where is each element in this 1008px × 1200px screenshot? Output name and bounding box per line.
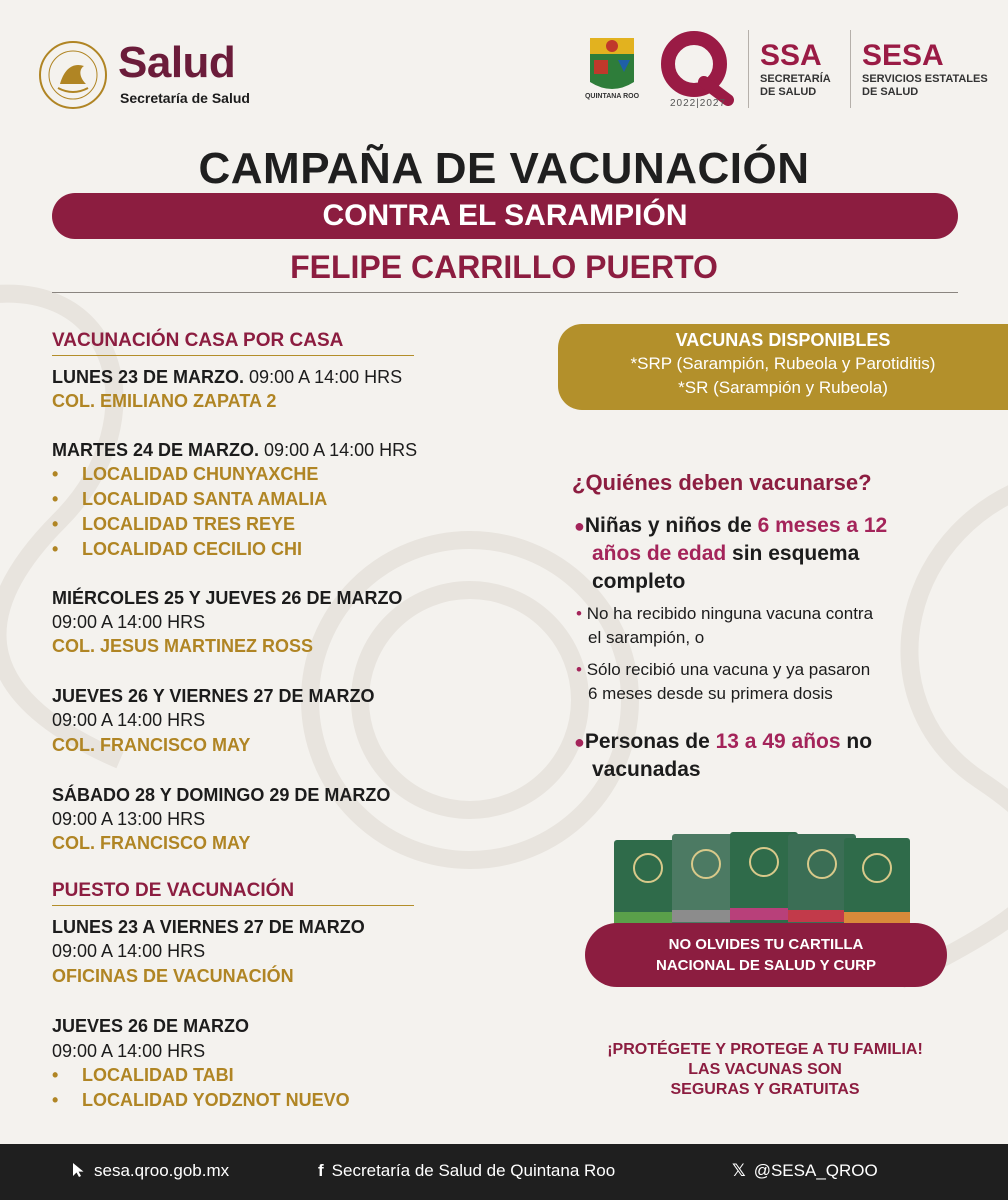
cursor-icon [72,1162,86,1178]
campaign-city: FELIPE CARRILLO PUERTO [290,249,718,285]
campaign-subtitle-bar: CONTRA EL SARAMPIÓN [52,193,958,239]
cartilla-reminder [585,923,947,987]
footer-x-link[interactable] [732,1161,878,1181]
location-name: LOCALIDAD TABI [82,1065,234,1085]
sesa-subtitle [862,73,988,99]
eligibility-text: Niñas y niños de [584,514,758,537]
protege-line: SEGURAS Y GRATUITAS [670,1081,860,1098]
gobierno-period: 2022|2027 [669,98,727,109]
campaign-title: CAMPAÑA DE VACUNACIÓN [198,144,810,193]
eligibility-subtext: 6 meses desde su primera dosis [588,684,833,703]
eligibility-text: Personas de [584,730,716,753]
facebook-icon: f [318,1161,324,1180]
schedule-hours: 09:00 A 14:00 HRS [52,1041,206,1061]
schedule-location: COL. FRANCISCO MAY [52,735,251,755]
footer-bar [0,1144,1008,1200]
bullet-icon: • [52,1090,59,1110]
eligibility-text: vacunadas [592,758,701,781]
bullet-icon: • [52,1065,59,1085]
eligibility-text: completo [592,570,686,593]
schedule-hours: 09:00 A 14:00 HRS [264,440,418,460]
gobierno-q-logo-icon [656,30,736,106]
eligibility-subtext: Sólo recibió una vacuna y ya pasaron [586,660,871,679]
cartilla-card-icon [730,832,798,932]
cartilla-reminder-line: NO OLVIDES TU CARTILLA [668,936,864,953]
sesa-subtitle-line: SERVICIOS ESTATALES [862,73,988,85]
bullet-icon: • [576,604,582,623]
bullet-icon: ● [574,732,585,752]
schedule-location: COL. FRANCISCO MAY [52,833,251,853]
title-divider [52,292,958,293]
protege-line: ¡PROTÉGETE Y PROTEGE A TU FAMILIA! [607,1041,923,1058]
quintana-roo-label: QUINTANA ROO [584,93,640,100]
schedule-hours: 09:00 A 13:00 HRS [52,809,206,829]
ssa-subtitle-line: SECRETARÍA [760,73,831,85]
schedule-day: JUEVES 26 DE MARZO [52,1016,250,1036]
location-list-item [52,463,318,485]
vacunas-disponibles-box [558,324,1008,410]
cartilla-cards-illustration [612,826,912,932]
sesa-subtitle-line: DE SALUD [862,86,919,98]
ssa-subtitle [760,73,831,99]
schedule-day [52,439,417,461]
location-list-item [52,488,327,510]
cartilla-card-icon [844,838,910,932]
location-name: LOCALIDAD TRES REYE [82,514,296,534]
location-name: LOCALIDAD CHUNYAXCHE [82,464,319,484]
cartilla-card-icon [614,840,682,932]
schedule-day: MIÉRCOLES 25 Y JUEVES 26 DE MARZO [52,588,403,608]
schedule-location: COL. JESUS MARTINEZ ROSS [52,636,314,656]
location-list-item [52,1089,350,1111]
ssa-subtitle-line: DE SALUD [760,86,817,98]
schedule-day-label: LUNES 23 DE MARZO. [52,367,245,387]
salud-subtitle: Secretaría de Salud [120,90,250,106]
eligibility-text: sin esquema [726,542,860,565]
salud-logo-text: Salud [118,38,236,87]
schedule-day: LUNES 23 A VIERNES 27 DE MARZO [52,917,365,937]
schedule-location: COL. EMILIANO ZAPATA 2 [52,391,277,411]
sesa-logo-text: SESA [862,39,944,72]
eligibility-highlight: 13 a 49 años [715,730,841,753]
schedule-location: OFICINAS DE VACUNACIÓN [52,966,294,986]
bullet-icon: • [52,514,59,534]
vacuna-srp: *SRP (Sarampión, Rubeola y Parotiditis) [630,354,936,373]
schedule-day-label: MARTES 24 DE MARZO. [52,440,260,460]
casa-por-casa-heading: VACUNACIÓN CASA POR CASA [52,330,414,356]
footer-facebook-link[interactable] [318,1161,615,1181]
schedule-hours: 09:00 A 14:00 HRS [52,612,206,632]
eligibility-item-adults [574,728,872,784]
footer-website-link[interactable] [72,1161,229,1181]
protege-line: LAS VACUNAS SON [688,1061,842,1078]
eligibility-subitem [576,602,873,650]
eligibility-subtext: el sarampión, o [588,628,705,647]
protege-message [540,1040,990,1100]
location-name: LOCALIDAD SANTA AMALIA [82,489,328,509]
x-icon: 𝕏 [732,1161,746,1180]
cartilla-card-icon [672,834,740,932]
quienes-heading: ¿Quiénes deben vacunarse? [572,470,872,495]
vacuna-sr: *SR (Sarampión y Rubeola) [678,378,888,397]
eligibility-subitem [576,658,870,706]
bullet-icon: • [52,539,59,559]
eligibility-item-children [574,512,887,596]
eligibility-subtext: No ha recibido ninguna vacuna contra [586,604,874,623]
bullet-icon: • [52,464,59,484]
location-list-item [52,1064,234,1086]
footer-facebook-text: Secretaría de Salud de Quintana Roo [331,1161,616,1180]
schedule-hours: 09:00 A 14:00 HRS [249,367,403,387]
location-name: LOCALIDAD YODZNOT NUEVO [82,1090,350,1110]
schedule-hours: 09:00 A 14:00 HRS [52,710,206,730]
bullet-icon: ● [574,516,585,536]
ssa-logo-text: SSA [760,39,822,72]
schedule-day: SÁBADO 28 Y DOMINGO 29 DE MARZO [52,785,391,805]
bullet-icon: • [576,660,582,679]
eligibility-highlight: 6 meses a 12 [757,514,888,537]
eligibility-text: no [840,730,873,753]
location-list-item [52,513,295,535]
footer-x-text: @SESA_QROO [753,1161,878,1180]
schedule-day [52,366,402,388]
puesto-heading: PUESTO DE VACUNACIÓN [52,880,414,906]
bullet-icon: • [52,489,59,509]
location-list-item [52,538,302,560]
schedule-day: JUEVES 26 Y VIERNES 27 DE MARZO [52,686,375,706]
header-divider [748,30,749,108]
mexico-seal-icon [38,40,108,110]
footer-website-text: sesa.qroo.gob.mx [94,1161,230,1180]
vacunas-heading: VACUNAS DISPONIBLES [675,330,891,350]
eligibility-highlight: años de edad [592,542,727,565]
header-divider [850,30,851,108]
cartilla-reminder-line: NACIONAL DE SALUD Y CURP [655,957,877,974]
location-name: LOCALIDAD CECILIO CHI [82,539,302,559]
schedule-hours: 09:00 A 14:00 HRS [52,941,206,961]
